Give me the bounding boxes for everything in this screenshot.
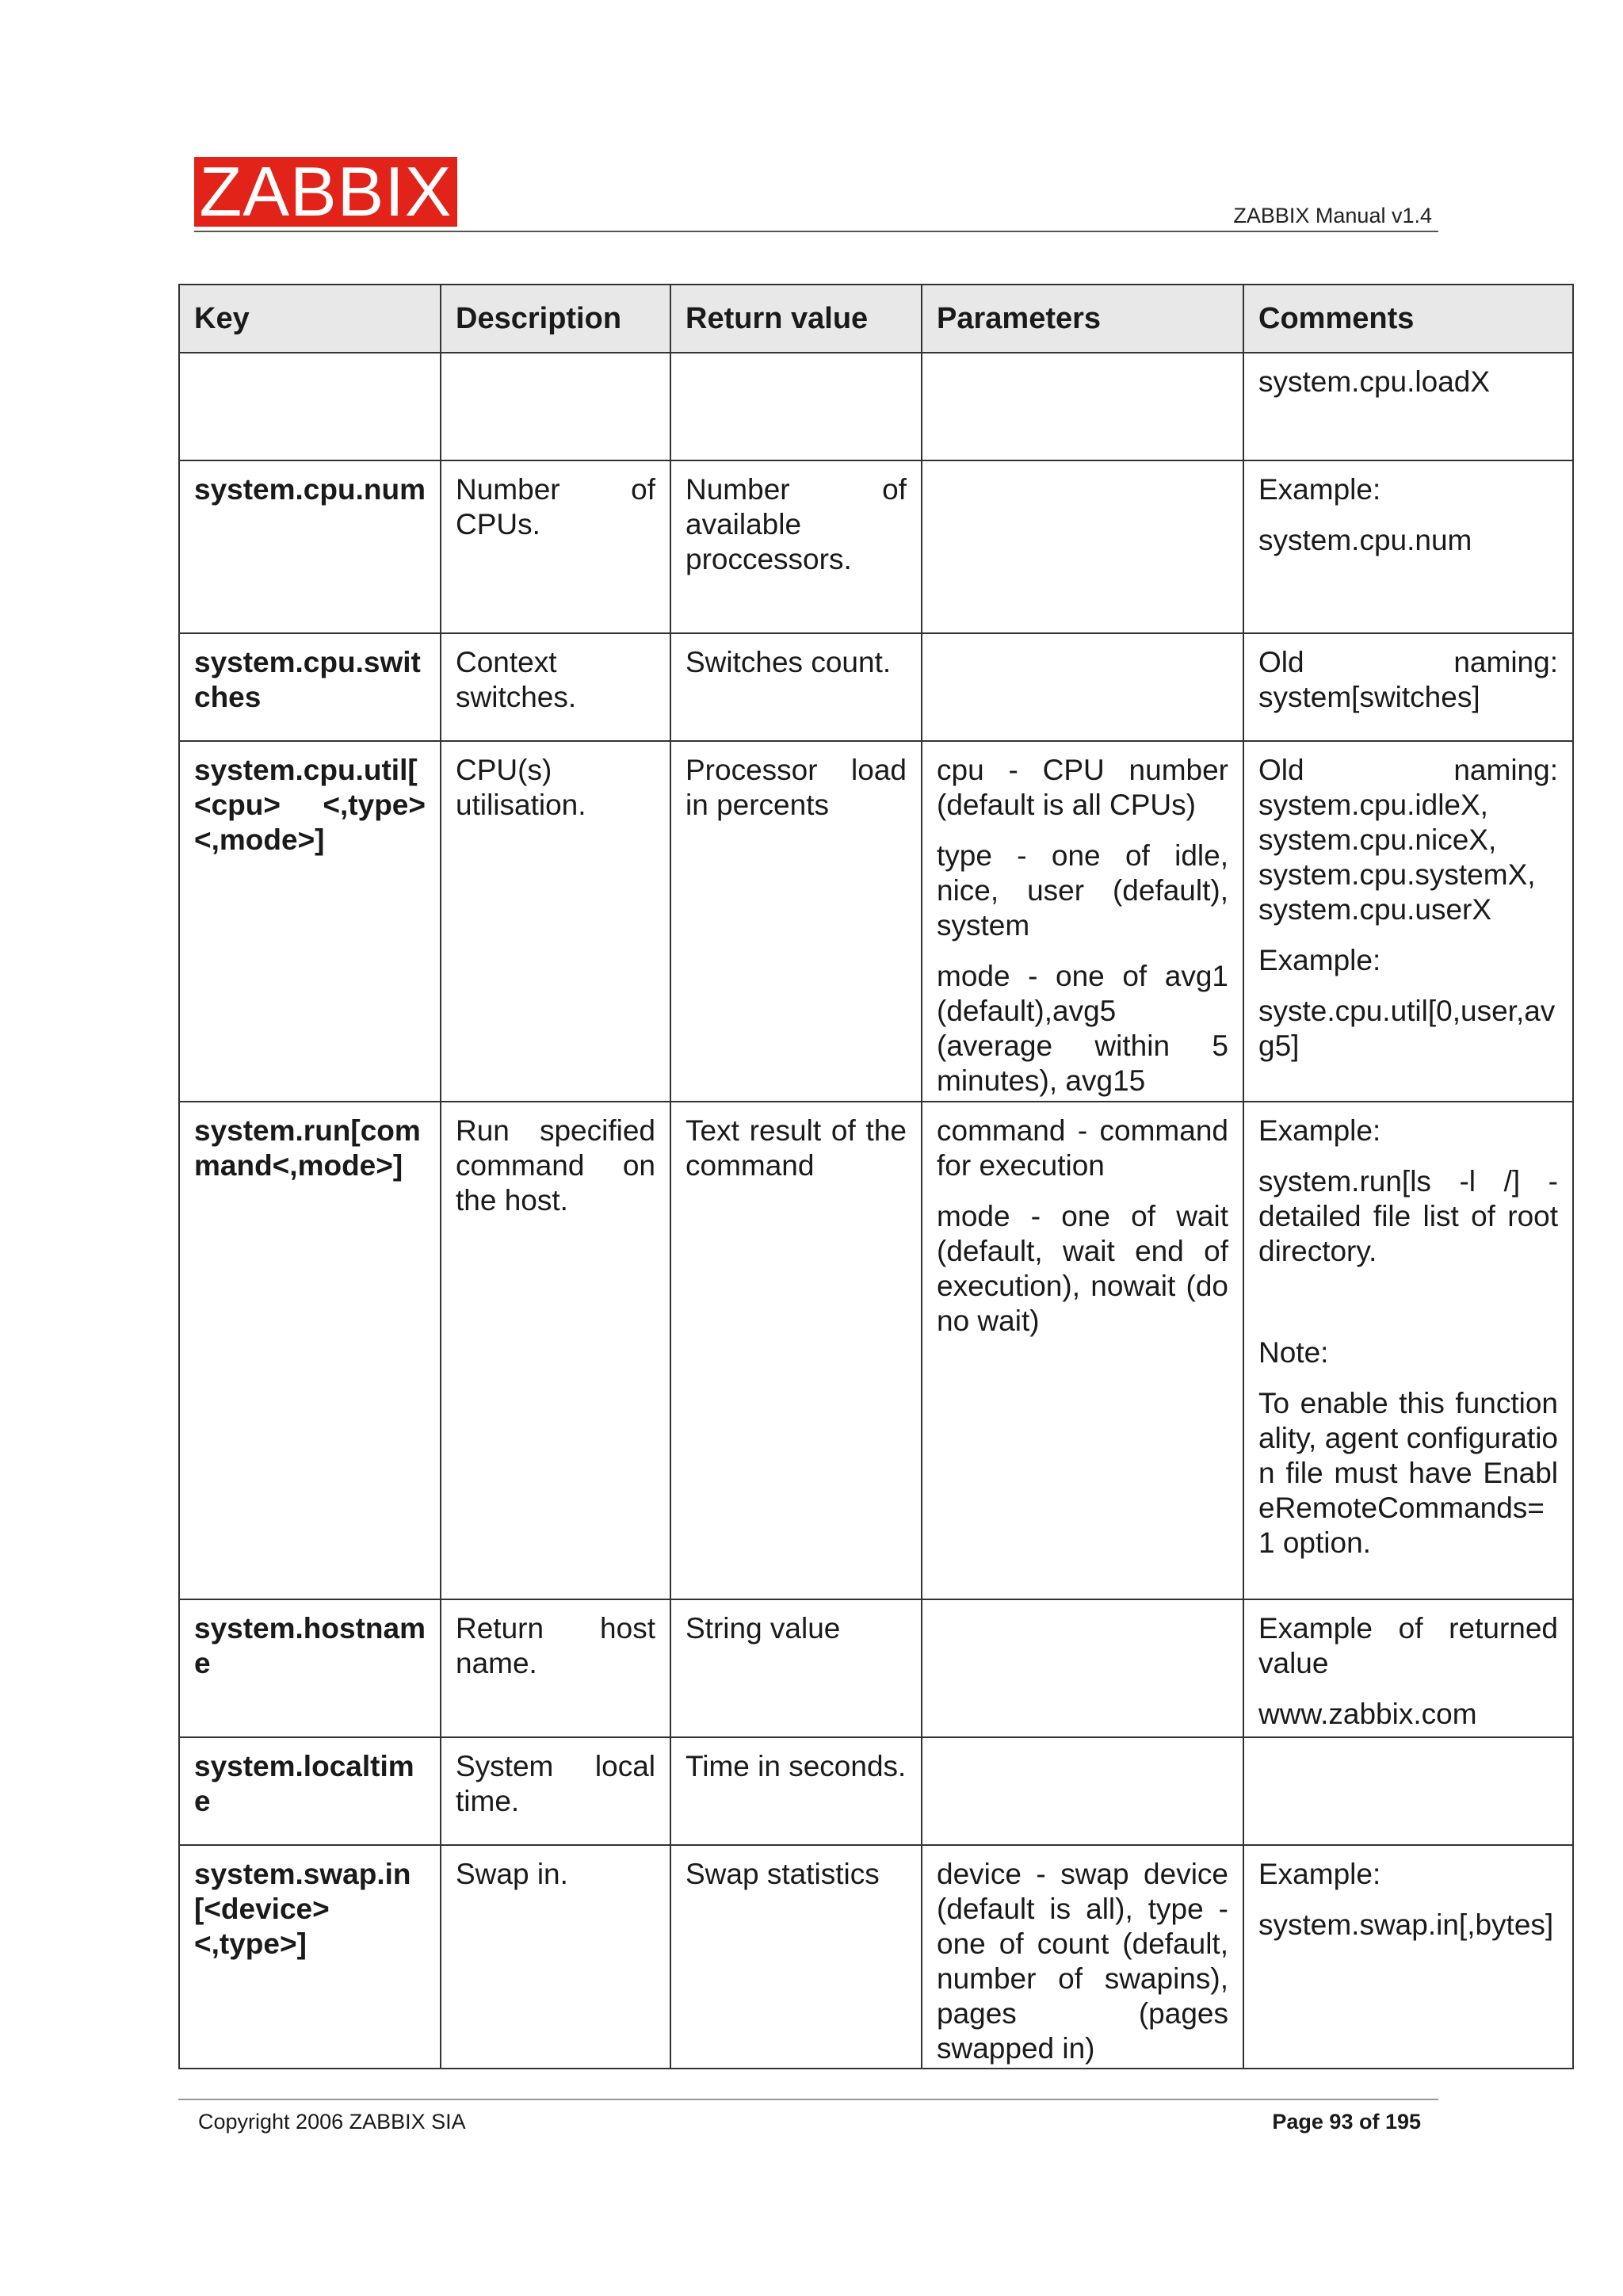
comment-text: Example: xyxy=(1258,1858,1381,1890)
copyright-text: Copyright 2006 ZABBIX SIA xyxy=(198,2110,466,2134)
logo-text: ZABBIX xyxy=(199,152,453,231)
parameter-text: mode - one of avg1 (default),avg5 (average within 5 minutes), avg15 xyxy=(937,960,1228,1097)
description-cell: CPU(s) utilisation. xyxy=(441,741,670,1102)
parameters-cell xyxy=(922,460,1243,633)
parameters-cell xyxy=(922,633,1243,741)
item-keys-table xyxy=(178,284,1574,2069)
page-header xyxy=(194,152,1438,232)
comment-text: system.swap.in[,bytes] xyxy=(1258,1908,1554,1941)
return-value-cell: Text result of the command xyxy=(670,1102,922,1599)
description-cell: System local time. xyxy=(441,1737,670,1845)
column-header-return-value: Return value xyxy=(670,285,922,353)
comment-text: www.zabbix.com xyxy=(1258,1698,1477,1730)
key-cell xyxy=(179,353,441,460)
comments-cell xyxy=(1243,1845,1573,2069)
table-row xyxy=(179,1102,1573,1599)
return-value-cell: Switches count. xyxy=(670,633,922,741)
parameters-cell xyxy=(922,1599,1243,1737)
comments-cell xyxy=(1243,353,1573,460)
comment-text: system.run[ls -l /] - detailed file list of root directory. xyxy=(1258,1165,1558,1267)
parameter-text: mode - one of wait (default, wait end of execution), nowait (do no wait) xyxy=(937,1200,1228,1337)
comment-text: Old naming: system[switches] xyxy=(1258,646,1558,713)
parameter-text: device - swap device (default is all), type - one of count (default, number of swapins), pages (pages swapped in) xyxy=(937,1858,1228,2065)
comment-text: system.cpu.loadX xyxy=(1258,365,1491,398)
parameters-cell xyxy=(922,353,1243,460)
page-footer xyxy=(178,2099,1438,2138)
comment-text: Example: xyxy=(1258,944,1381,976)
comments-cell xyxy=(1243,1737,1573,1845)
table-row xyxy=(179,1845,1573,2069)
parameter-text: type - one of idle, nice, user (default), system xyxy=(937,839,1228,942)
column-header-key: Key xyxy=(179,285,441,353)
key-cell: system.swap.in [<device> <,type>] xyxy=(179,1845,441,2069)
description-cell: Context switches. xyxy=(441,633,670,741)
column-header-comments: Comments xyxy=(1243,285,1573,353)
key-cell: system.cpu.switches xyxy=(179,633,441,741)
table-header-row xyxy=(179,285,1573,353)
parameters-cell xyxy=(922,1845,1243,2069)
column-header-parameters: Parameters xyxy=(922,285,1243,353)
page-number: Page 93 of 195 xyxy=(1272,2110,1421,2134)
manual-title: ZABBIX Manual v1.4 xyxy=(1233,204,1432,227)
table-row xyxy=(179,353,1573,460)
comment-text: system.cpu.num xyxy=(1258,524,1472,556)
comment-text: Example of returned value xyxy=(1258,1612,1558,1679)
table-row xyxy=(179,1599,1573,1737)
return-value-cell: String value xyxy=(670,1599,922,1737)
return-value-cell: Time in seconds. xyxy=(670,1737,922,1845)
table-row xyxy=(179,741,1573,1102)
description-cell: Return host name. xyxy=(441,1599,670,1737)
comment-text: Example: xyxy=(1258,1114,1381,1147)
comments-cell xyxy=(1243,633,1573,741)
table-row xyxy=(179,460,1573,633)
column-header-description: Description xyxy=(441,285,670,353)
comments-cell xyxy=(1243,1102,1573,1599)
zabbix-logo xyxy=(194,152,457,231)
parameter-text: command - command for execution xyxy=(937,1114,1228,1182)
return-value-cell xyxy=(670,353,922,460)
comment-text: To enable this functionality, agent configuration file must have EnableRemoteCommands=1 option. xyxy=(1258,1387,1558,1559)
table-row xyxy=(179,633,1573,741)
comment-text: syste.cpu.util[0,user,avg5] xyxy=(1258,995,1556,1062)
key-cell: system.cpu.num xyxy=(179,460,441,633)
parameters-cell xyxy=(922,1102,1243,1599)
comment-text: Note: xyxy=(1258,1336,1329,1369)
description-cell: Run specified command on the host. xyxy=(441,1102,670,1599)
comment-spacer xyxy=(1258,1285,1558,1320)
comments-cell xyxy=(1243,1599,1573,1737)
description-cell xyxy=(441,353,670,460)
parameters-cell xyxy=(922,741,1243,1102)
description-cell: Number of CPUs. xyxy=(441,460,670,633)
key-cell: system.hostname xyxy=(179,1599,441,1737)
comments-cell xyxy=(1243,460,1573,633)
return-value-cell: Swap statistics xyxy=(670,1845,922,2069)
header-divider xyxy=(194,231,1438,232)
key-cell: system.localtime xyxy=(179,1737,441,1845)
key-cell: system.cpu.util[ <cpu> <,type> <,mode>] xyxy=(179,741,441,1102)
comment-text: Example: xyxy=(1258,473,1381,506)
return-value-cell: Number of available proccessors. xyxy=(670,460,922,633)
footer-divider xyxy=(178,2099,1438,2100)
return-value-cell: Processor load in percents xyxy=(670,741,922,1102)
key-cell: system.run[command<,mode>] xyxy=(179,1102,441,1599)
parameter-text: cpu - CPU number (default is all CPUs) xyxy=(937,754,1228,821)
parameters-cell xyxy=(922,1737,1243,1845)
comments-cell xyxy=(1243,741,1573,1102)
comment-text: Old naming: system.cpu.idleX, system.cpu.niceX, system.cpu.systemX, system.cpu.userX xyxy=(1258,754,1558,926)
table-row xyxy=(179,1737,1573,1845)
description-cell: Swap in. xyxy=(441,1845,670,2069)
